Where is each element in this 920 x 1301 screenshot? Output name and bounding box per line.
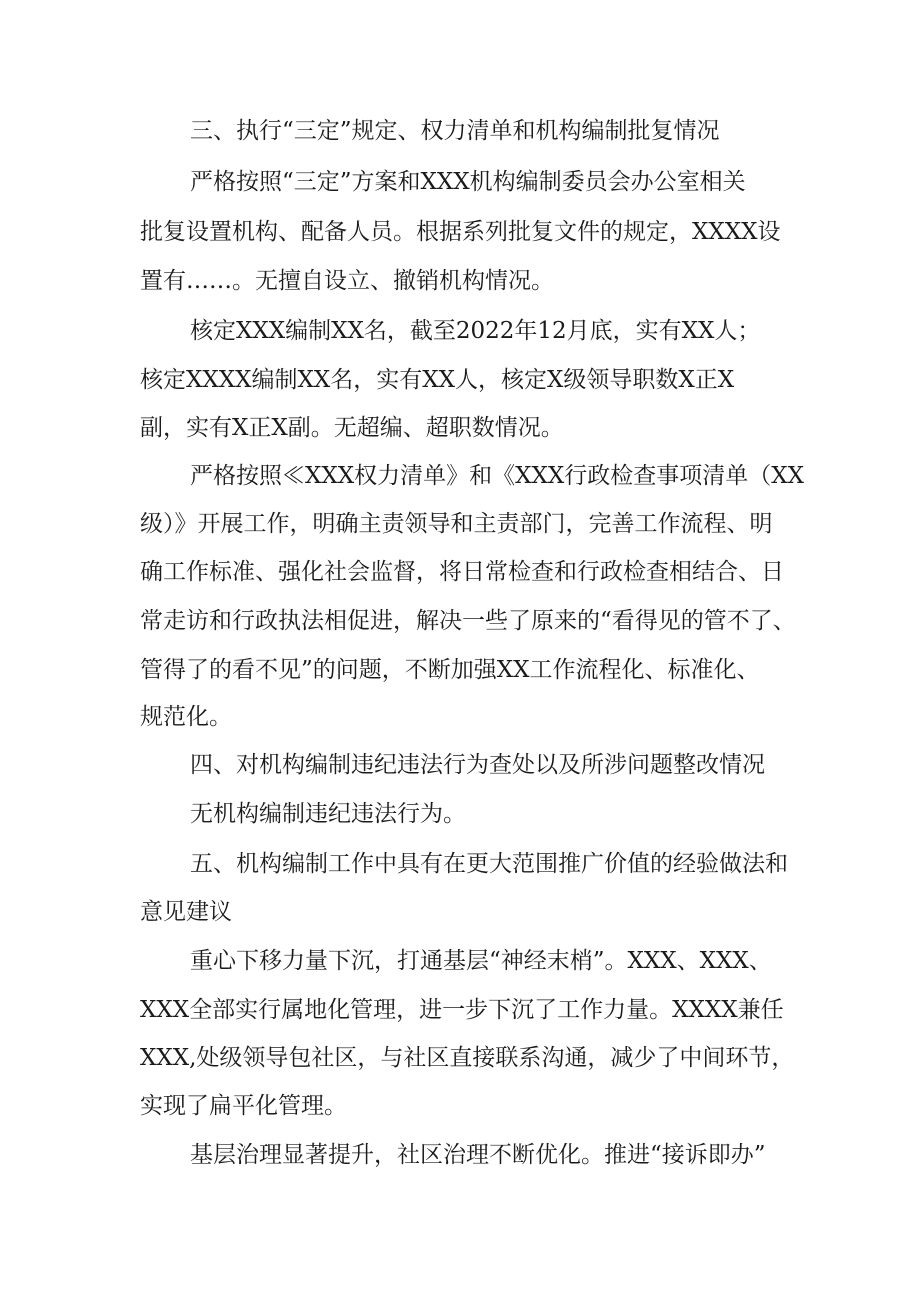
text-line: 意见建议 — [140, 899, 232, 925]
text-line: 三、执行“三定”规定、权力清单和机构编制批复情况 — [190, 118, 720, 144]
text-line: 确工作标准、强化社会监督，将日常检查和行政检查相结合、日 — [140, 559, 784, 585]
text-line: XXX全部实行属地化管理，进一步下沉了工作力量。XXXX兼任 — [140, 997, 784, 1023]
text-line: 基层治理显著提升，社区治理不断优化。推进“接诉即办” — [190, 1142, 766, 1168]
text-line: 置有……。无擅自设立、撤销机构情况。 — [140, 268, 554, 294]
text-line: 核定XXX编制XX名，截至2022年12月底，实有XX人； — [190, 318, 761, 344]
text-line: 无机构编制违纪违法行为。 — [190, 801, 466, 827]
text-line: 常走访和行政执法相促进，解决一些了原来的“看得见的管不了、 — [140, 608, 796, 634]
text-line: 重心下移力量下沉，打通基层“神经末梢”。XXX、XXX、 — [190, 948, 772, 974]
text-line: 实现了扁平化管理。 — [140, 1093, 347, 1119]
text-line: 严格按照≪XXX权力清单》和《XXX行政检查事项清单（XX — [190, 463, 804, 489]
text-line: 批复设置机构、配备人员。根据系列批复文件的规定，XXXX设 — [140, 219, 781, 245]
text-line: 级）》开展工作，明确主责领导和主责部门，完善工作流程、明 — [140, 511, 773, 537]
text-line: 核定XXXX编制XX名，实有XX人，核定X级领导职数X正X — [140, 367, 735, 393]
text-line: XXX,处级领导包社区，与社区直接联系沟通，减少了中间环节， — [140, 1045, 795, 1071]
text-line: 严格按照“三定”方案和XXX机构编制委员会办公室相关 — [190, 169, 746, 195]
text-line: 管得了的看不见”的问题，不断加强XX工作流程化、标准化、 — [140, 657, 760, 683]
text-line: 副，实有X正X副。无超编、超职数情况。 — [140, 415, 564, 441]
text-line: 四、对机构编制违纪违法行为查处以及所涉问题整改情况 — [190, 752, 765, 778]
text-line: 五、机构编制工作中具有在更大范围推广价值的经验做法和 — [190, 851, 788, 877]
text-line: 规范化。 — [140, 704, 232, 730]
